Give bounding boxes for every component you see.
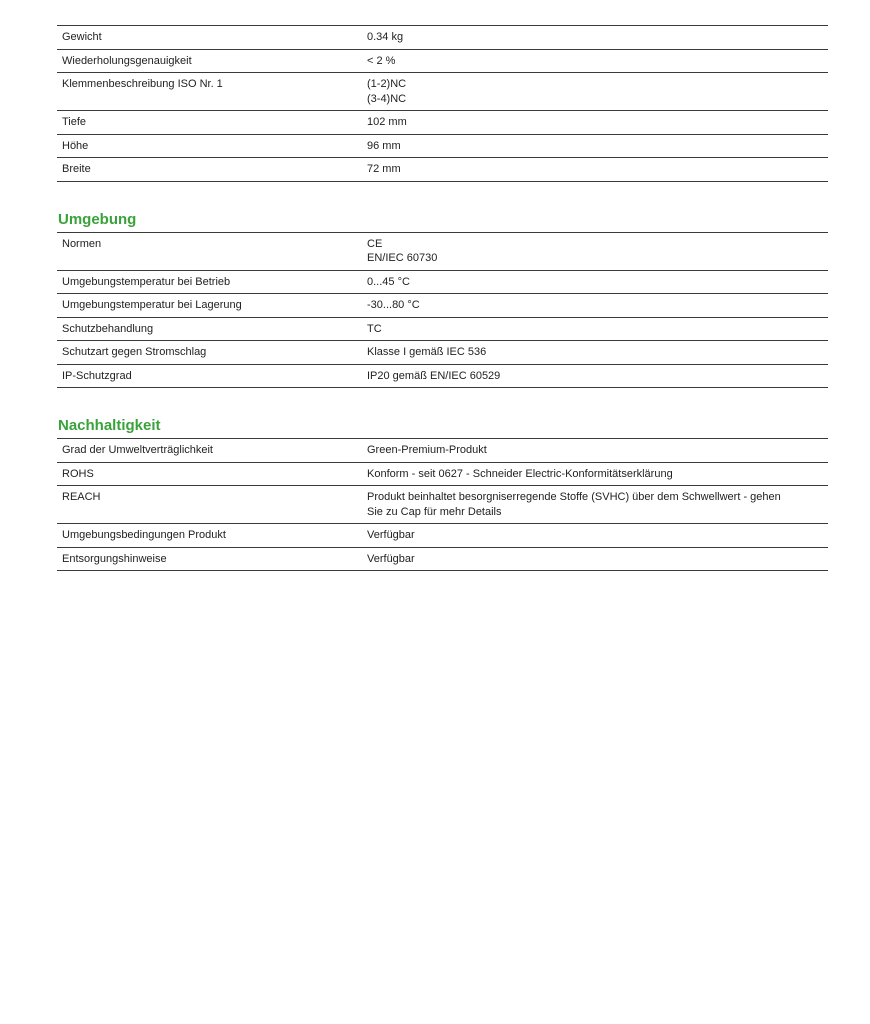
table-row	[57, 158, 828, 182]
row-value	[363, 49, 828, 73]
row-value	[363, 73, 828, 111]
table-row	[57, 439, 828, 463]
row-value	[363, 134, 828, 158]
table-row	[57, 111, 828, 135]
row-label: Umgebungstemperatur bei Betrieb	[62, 275, 231, 288]
row-label: Entsorgungshinweise	[62, 552, 167, 565]
row-value	[363, 547, 828, 571]
table-row	[57, 341, 828, 365]
row-value	[363, 341, 828, 365]
table-row	[57, 26, 828, 50]
table-row	[57, 49, 828, 73]
row-value	[363, 232, 828, 270]
table-row	[57, 462, 828, 486]
value-line: Produkt beinhaltet besorgniserregende Stoffe (SVHC) über dem Schwellwert - gehen	[367, 491, 781, 503]
value-line: -30...80 °C	[367, 299, 420, 311]
value-line: 96 mm	[367, 139, 401, 152]
value-line: 0.34 kg	[367, 31, 404, 43]
row-label: Schutzbehandlung	[62, 322, 154, 335]
row-label: Normen	[62, 237, 102, 250]
table-row	[57, 364, 828, 388]
value-line: Sie zu Cap für mehr Details	[367, 505, 502, 518]
value-line: Konform - seit 0627 - Schneider Electric-Konformitätserklärung	[367, 467, 673, 480]
table-row	[57, 73, 828, 111]
value-line: Green-Premium-Produkt	[367, 444, 487, 456]
row-label: ROHS	[62, 467, 94, 480]
row-value	[363, 26, 828, 50]
row-value	[363, 317, 828, 341]
row-value	[363, 486, 828, 524]
value-line: Verfügbar	[367, 529, 415, 541]
row-value	[363, 294, 828, 318]
row-value	[363, 111, 828, 135]
table-row	[57, 524, 828, 548]
section-title: Nachhaltigkeit	[58, 417, 161, 434]
spec-table-umgebung	[57, 232, 828, 389]
section-nachhaltigkeit	[57, 417, 828, 571]
value-line: IP20 gemäß EN/IEC 60529	[367, 369, 501, 382]
row-label: Grad der Umweltverträglichkeit	[62, 444, 213, 456]
row-label: IP-Schutzgrad	[62, 369, 132, 382]
value-line: (3-4)NC	[367, 92, 407, 105]
row-value	[363, 439, 828, 463]
spec-table-nachhaltigkeit	[57, 438, 828, 571]
row-label: Wiederholungsgenauigkeit	[62, 54, 192, 67]
section-general	[57, 25, 828, 182]
value-line: Verfügbar	[367, 552, 415, 565]
row-label: Umgebungsbedingungen Produkt	[62, 529, 226, 541]
value-line: 102 mm	[367, 116, 407, 128]
row-label: Breite	[62, 163, 91, 175]
table-row	[57, 270, 828, 294]
row-label: Umgebungstemperatur bei Lagerung	[62, 299, 242, 311]
section-title: Umgebung	[58, 210, 137, 228]
row-value	[363, 270, 828, 294]
spec-document	[57, 25, 828, 571]
row-label: Schutzart gegen Stromschlag	[62, 346, 207, 358]
row-value	[363, 524, 828, 548]
table-row	[57, 486, 828, 524]
table-row	[57, 232, 828, 270]
row-label: REACH	[62, 491, 101, 503]
row-value	[363, 462, 828, 486]
value-line: EN/IEC 60730	[367, 252, 438, 264]
value-line: TC	[367, 322, 382, 335]
table-row	[57, 547, 828, 571]
spec-table-general	[57, 25, 828, 182]
row-label: Tiefe	[62, 116, 87, 128]
value-line: Klasse I gemäß IEC 536	[367, 346, 487, 358]
value-line: 72 mm	[367, 163, 401, 175]
row-label: Gewicht	[62, 31, 102, 43]
table-row	[57, 134, 828, 158]
value-line: (1-2)NC	[367, 78, 407, 90]
row-label: Höhe	[62, 139, 89, 152]
section-umgebung	[57, 211, 828, 389]
table-row	[57, 317, 828, 341]
value-line: CE	[367, 237, 383, 250]
row-label: Klemmenbeschreibung ISO Nr. 1	[62, 78, 223, 90]
row-value	[363, 158, 828, 182]
value-line: < 2 %	[367, 54, 396, 67]
table-row	[57, 294, 828, 318]
value-line: 0...45 °C	[367, 275, 410, 288]
row-value	[363, 364, 828, 388]
